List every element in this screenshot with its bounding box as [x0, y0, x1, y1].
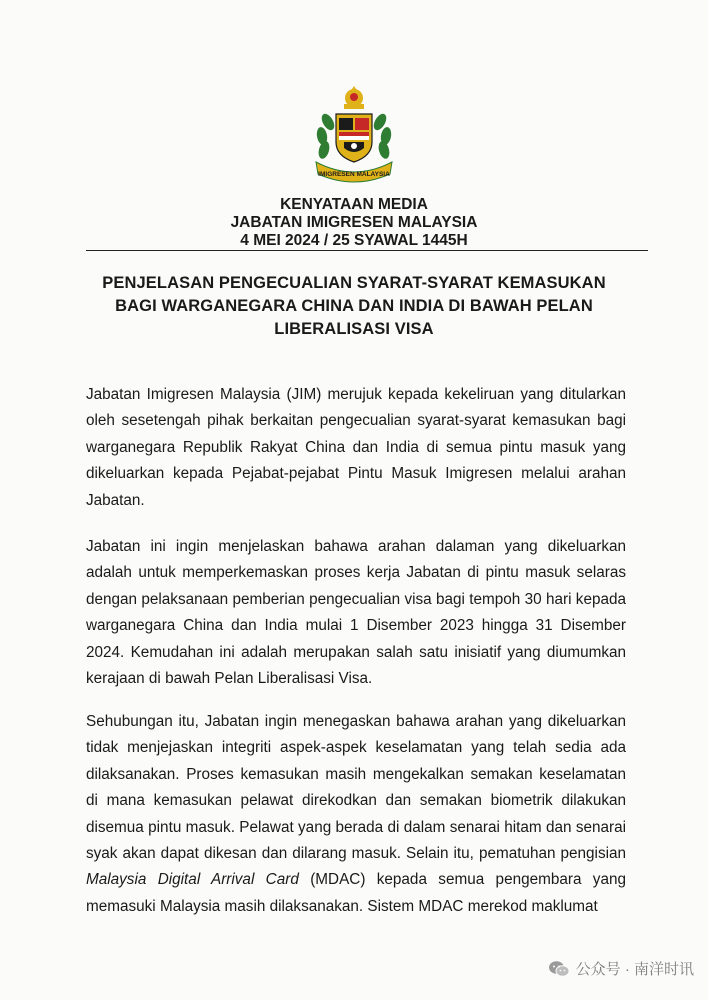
body-paragraph-1: Jabatan Imigresen Malaysia (JIM) merujuk kepada kekeliruan yang ditularkan oleh sesetengah pihak berkaitan pengecualian syarat-syarat kemasukan bagi warganegara Republik Rakyat China dan India di semua pintu masuk yang dikeluarkan kepada Pejabat-pejabat Pintu Masuk Imigresen melalui arahan Jabatan.	[86, 386, 626, 509]
body-paragraph-3	[86, 709, 626, 920]
title-line-1: PENJELASAN PENGECUALIAN SYARAT-SYARAT KEMASUKAN	[102, 274, 606, 292]
title-line-2: BAGI WARGANEGARA CHINA DAN INDIA DI BAWAH PELAN	[115, 297, 593, 315]
body-paragraph-2: Jabatan ini ingin menjelaskan bahawa arahan dalaman yang dikeluarkan adalah untuk memperkemaskan proses kerja Jabatan di pintu masuk selaras dengan pelaksanaan pemberian pengecualian visa bagi tempoh 30 hari kepada warganegara China dan India mulai 1 Disember 2023 hingga 31 Disember 2024. Kemudahan ini adalah merupakan salah satu inisiatif yang diumumkan kerajaan di bawah Pelan Liberalisasi Visa.	[86, 538, 626, 688]
paragraph-3-text-start: Sehubungan itu, Jabatan ingin menegaskan bahawa arahan yang dikeluarkan tidak menjejaskan integriti aspek-aspek keselamatan yang telah sedia ada dilaksanakan. Proses kemasukan masih mengekalkan semakan keselamatan di mana kemasukan pelawat direkodkan dan semakan biometrik dilakukan disemua pintu masuk. Pelawat yang berada di dalam senarai hitam dan senarai syak akan dapat dikesan dan dilarang masuk. Selain itu, pematuhan pengisian	[86, 713, 626, 863]
statement-title	[80, 272, 628, 341]
press-header	[0, 196, 708, 250]
wechat-watermark	[548, 958, 694, 979]
watermark-text: 公众号 · 南洋时讯	[575, 961, 694, 978]
header-line-media-statement: KENYATAAN MEDIA	[280, 196, 428, 213]
crest-crown	[344, 86, 364, 109]
wechat-icon	[548, 960, 570, 978]
header-divider	[86, 250, 648, 251]
header-line-department: JABATAN IMIGRESEN MALAYSIA	[230, 214, 478, 231]
immigration-crest-logo	[306, 84, 402, 184]
mdac-name-italic: Malaysia Digital Arrival Card	[86, 871, 299, 889]
crest-banner	[316, 162, 392, 182]
paragraph-3-text-end: (MDAC) kepada semua pengembara yang memasuki Malaysia masih dilaksanakan. Sistem MDAC merekod maklumat	[86, 871, 626, 915]
title-line-3: LIBERALISASI VISA	[274, 320, 434, 338]
header-line-date: 4 MEI 2024 / 25 SYAWAL 1445H	[240, 232, 468, 249]
crest-shield	[336, 114, 372, 162]
crest-banner-text: IMIGRESEN MALAYSIA	[318, 171, 390, 178]
